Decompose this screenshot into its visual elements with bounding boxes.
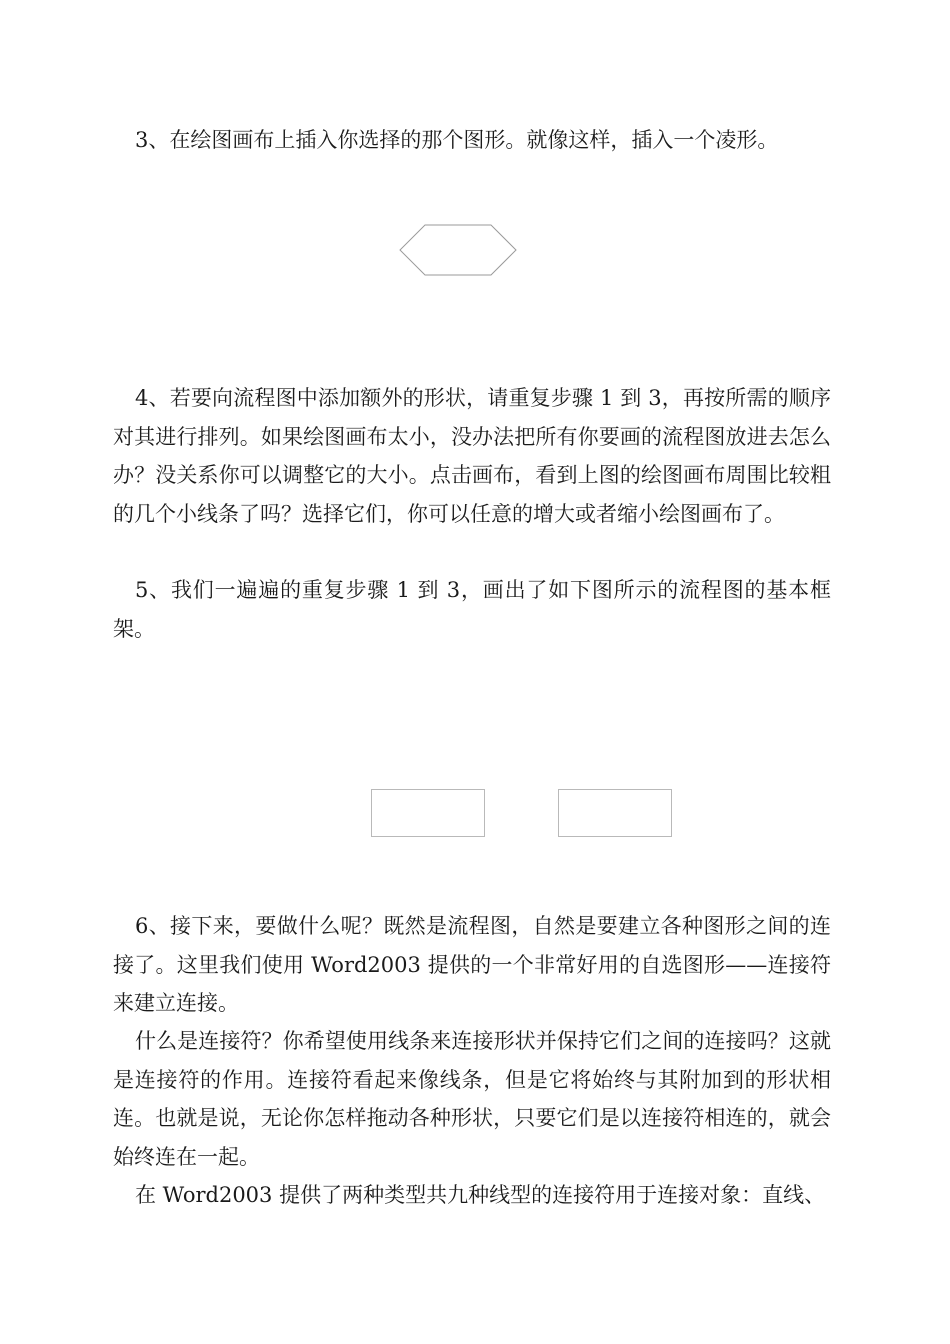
step-3-paragraph: 3、在绘图画布上插入你选择的那个图形。就像这样，插入一个凌形。 [135, 128, 779, 152]
step-5-paragraph: 5、我们一遍遍的重复步骤 1 到 3，画出了如下图所示的流程图的基本框架。 [113, 578, 831, 641]
flowchart-box-left [371, 789, 485, 837]
connector-intro-paragraph: 什么是连接符？你希望使用线条来连接形状并保持它们之间的连接吗？这就是连接符的作用。连接符看起来像线条，但是它将始终与其附加到的形状相连。也就是说，无论你怎样拖动各种形状，只要它们是以连接符相连的，就会始终连在一起。 [113, 1029, 831, 1169]
step-4-paragraph: 4、若要向流程图中添加额外的形状，请重复步骤 1 到 3，再按所需的顺序对其进行排列。如果绘图画布太小，没办法把所有你要画的流程图放进去怎么办？没关系你可以调整它的大小。点击画布，看到上图的绘图画布周围比较粗的几个小线条了吗？选择它们，你可以任意的增大或者缩小绘图画布了。 [113, 386, 831, 526]
connector-types-paragraph: 在 Word2003 提供了两种类型共九种线型的连接符用于连接对象：直线、 [135, 1183, 826, 1207]
flowchart-box-right [558, 789, 672, 837]
hexagon-shape [399, 224, 517, 276]
step-6-paragraph: 6、接下来，要做什么呢？既然是流程图，自然是要建立各种图形之间的连接了。这里我们使用 Word2003 提供的一个非常好用的自选图形——连接符来建立连接。 [113, 914, 831, 1015]
